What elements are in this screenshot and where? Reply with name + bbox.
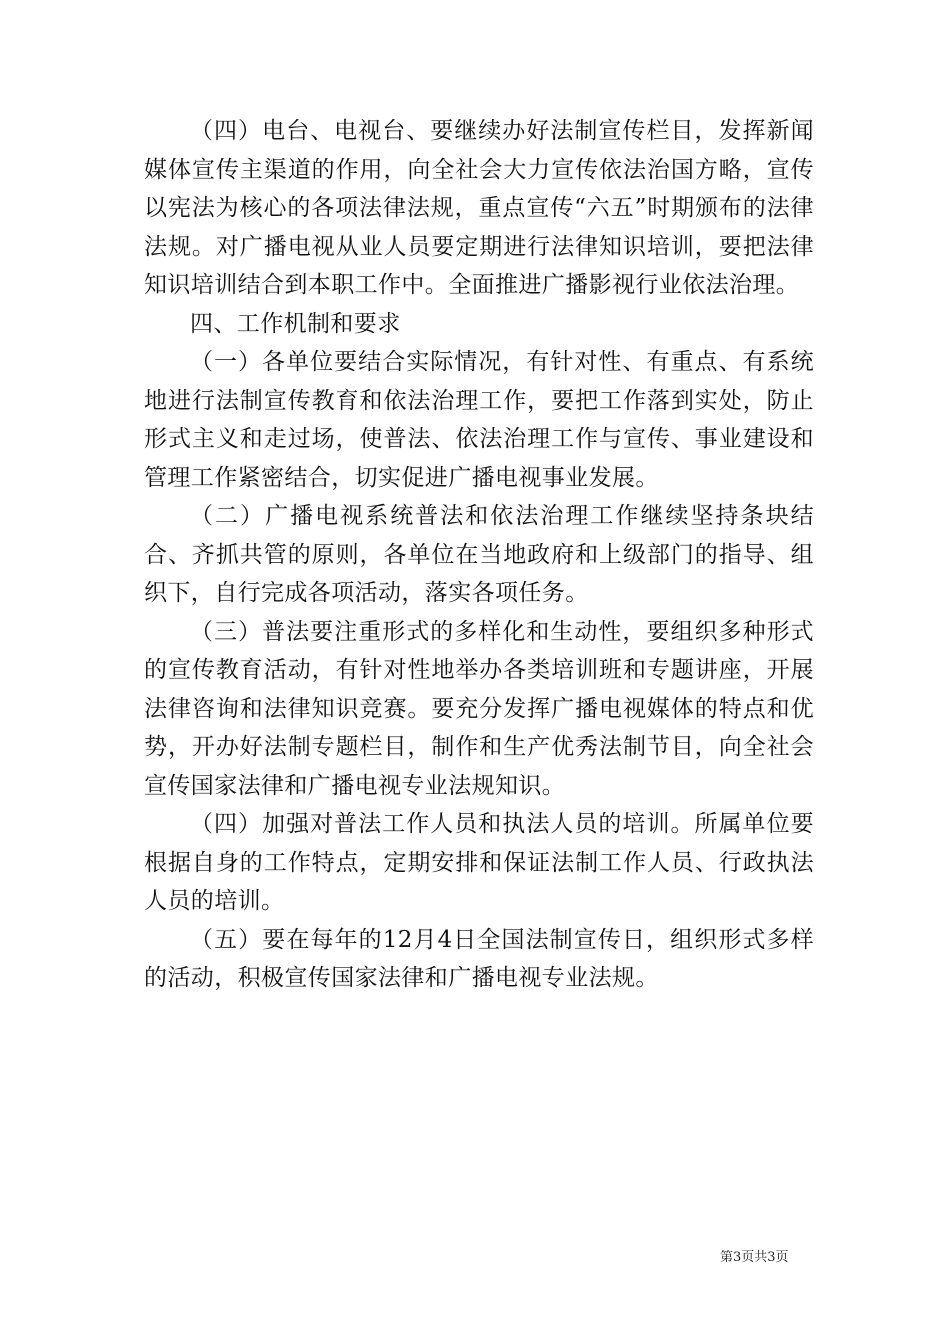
paragraph-requirement-4: （四）加强对普法工作人员和执法人员的培训。所属单位要根据自身的工作特点，定期安排和保证法制工作人员、行政执法人员的培训。 bbox=[144, 811, 814, 914]
document-body bbox=[144, 112, 814, 998]
section-heading-mechanism: 四、工作机制和要求 bbox=[190, 310, 401, 337]
paragraph-requirement-1: （一）各单位要结合实际情况，有针对性、有重点、有系统地进行法制宣传教育和依法治理工作，要把工作落到实处，防止形式主义和走过场，使普法、依法治理工作与宣传、事业建设和管理工作紧密结合，切实促进广播电视事业发展。 bbox=[144, 349, 814, 491]
paragraph-media-publicity: （四）电台、电视台、要继续办好法制宣传栏目，发挥新闻媒体宣传主渠道的作用，向全社会大力宣传依法治国方略，宣传以宪法为核心的各项法律法规，重点宣传“六五”时期颁布的法律法规。对广播电视从业人员要定期进行法律知识培训，要把法律知识培训结合到本职工作中。全面推进广播影视行业依法治理。 bbox=[144, 118, 814, 298]
page-number-footer: 第3页共3页 bbox=[720, 1250, 789, 1265]
paragraph-requirement-5: （五）要在每年的12月4日全国法制宣传日，组织形式多样的活动，积极宣传国家法律和广播电视专业法规。 bbox=[144, 926, 814, 991]
paragraph-requirement-2: （二）广播电视系统普法和依法治理工作继续坚持条块结合、齐抓共管的原则，各单位在当地政府和上级部门的指导、组织下，自行完成各项活动，落实各项任务。 bbox=[144, 503, 814, 606]
paragraph-requirement-3: （三）普法要注重形式的多样化和生动性，要组织多种形式的宣传教育活动，有针对性地举办各类培训班和专题讲座，开展法律咨询和法律知识竞赛。要充分发挥广播电视媒体的特点和优势，开办好法制专题栏目，制作和生产优秀法制节目，向全社会宣传国家法律和广播电视专业法规知识。 bbox=[144, 618, 814, 799]
